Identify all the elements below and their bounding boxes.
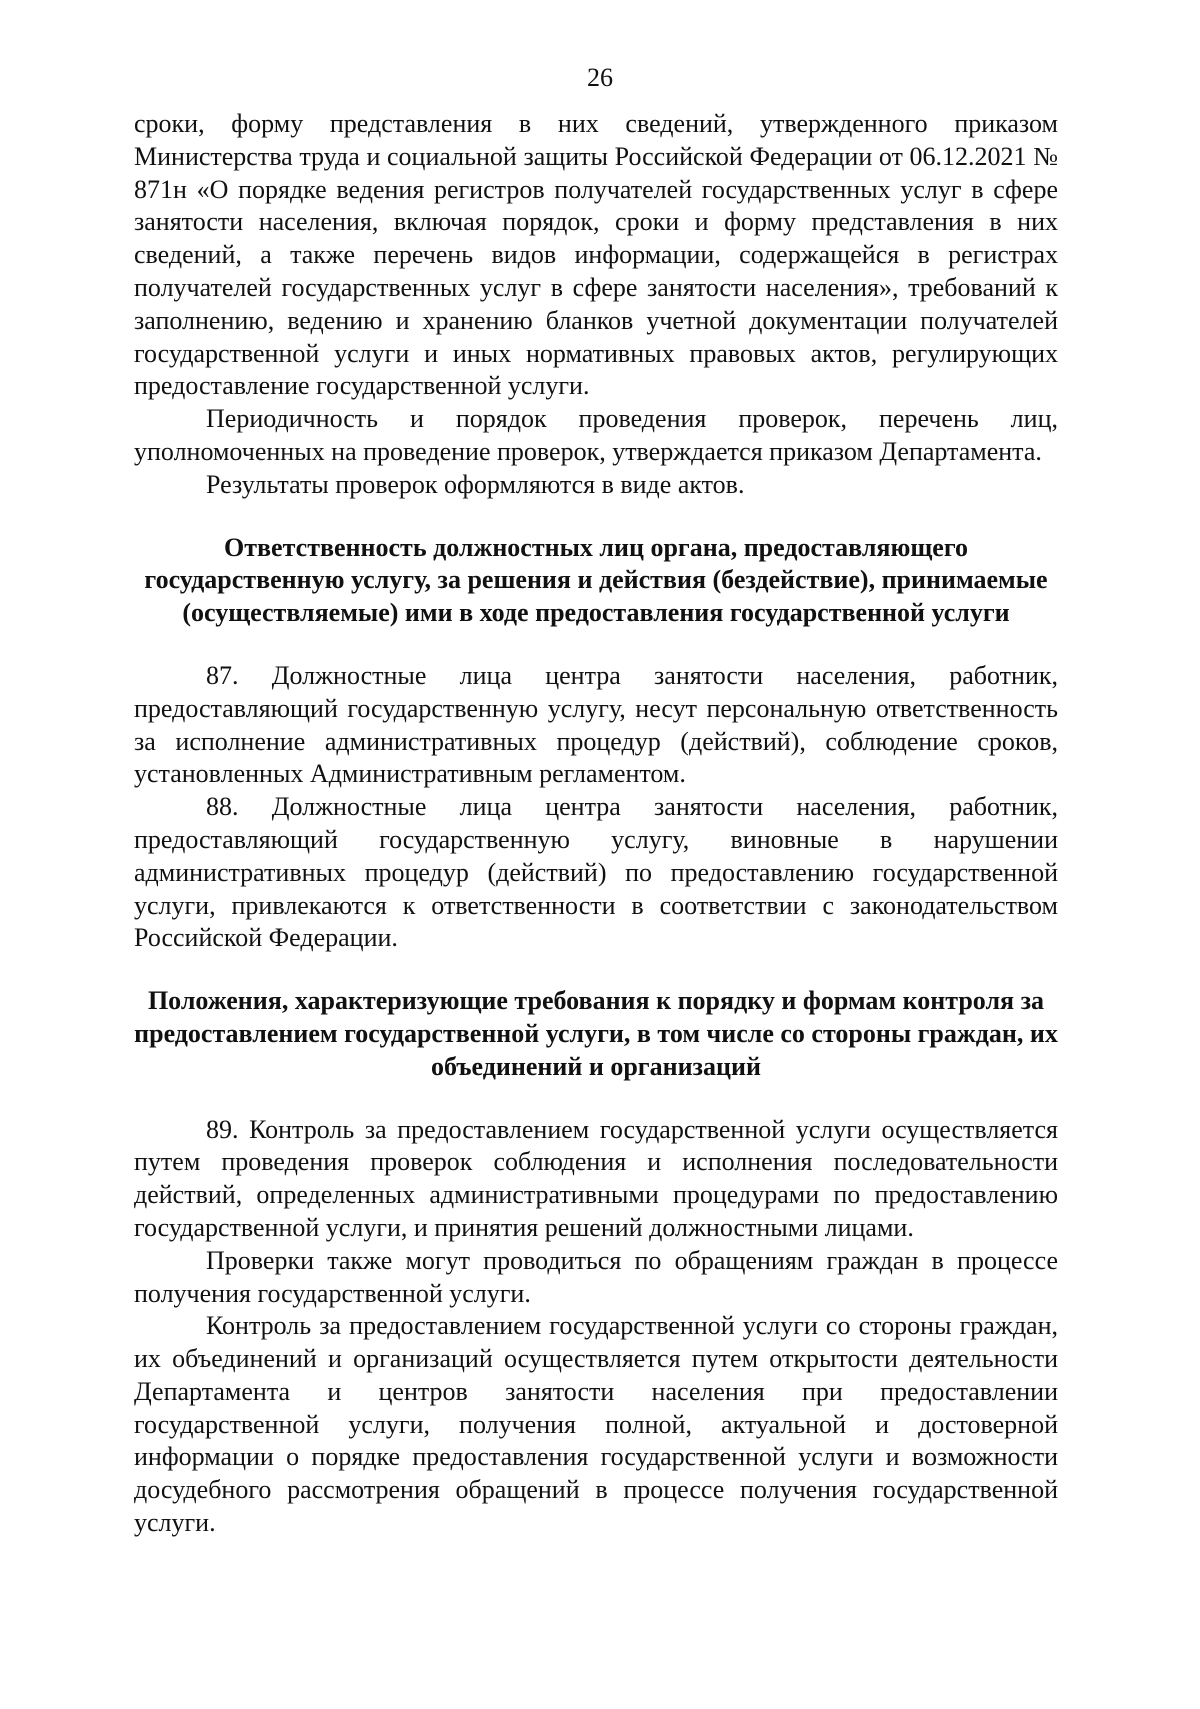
section-heading-responsibility: Ответственность должностных лиц органа, предоставляющего государственную услугу, за решения и действия (бездействие), принимаемые (осуществляемые) ими в ходе предоставления государственной услуги bbox=[144, 532, 1048, 628]
paragraph-citizen-appeals: Проверки также могут проводиться по обращениям граждан в процессе получения государственной услуги. bbox=[134, 1245, 1058, 1308]
document-body bbox=[134, 108, 1058, 1540]
paragraph-public-control: Контроль за предоставлением государственной услуги со стороны граждан, их объединений и организаций осуществляется путем открытости деятельности Департамента и центров занятости населения при предоставлении государственной услуги, получения полной, актуальной и достоверной информации о порядке предоставления государственной услуги и возможности досудебного рассмотрения обращений в процессе получения государственной услуги. bbox=[134, 1311, 1058, 1538]
page-number: 26 bbox=[587, 63, 613, 92]
paragraph-continuation: сроки, форму представления в них сведений, утвержденного приказом Министерства труда и социальной защиты Российской Федерации от 06.12.2021 № 871н «О порядке ведения регистров получателей государственных услуг в сфере занятости населения, включая порядок, сроки и форму представления в них сведений, а также перечень видов информации, содержащейся в регистрах получателей государственных услуг в сфере занятости населения», требований к заполнению, ведению и хранению бланков учетной документации получателей государственной услуги и иных нормативных правовых актов, регулирующих предоставление государственной услуги. bbox=[134, 109, 1058, 401]
paragraph-87: 87. Должностные лица центра занятости населения, работник, предоставляющий государственную услугу, несут персональную ответственность за исполнение административных процедур (действий), соблюдение сроков, установленных Административным регламентом. bbox=[134, 660, 1058, 789]
paragraph-inspection-results: Результаты проверок оформляются в виде актов. bbox=[206, 469, 745, 499]
section-heading-control-requirements: Положения, характеризующие требования к порядку и формам контроля за предоставлением государственной услуги, в том числе со стороны граждан, их объединений и организаций bbox=[134, 986, 1058, 1081]
paragraph-inspection-frequency: Периодичность и порядок проведения проверок, перечень лиц, уполномоченных на проведение проверок, утверждается приказом Департамента. bbox=[134, 404, 1058, 466]
paragraph-88: 88. Должностные лица центра занятости населения, работник, предоставляющий государственную услугу, виновные в нарушении административных процедур (действий) по предоставлению государственной услуги, привлекаются к ответственности в соответствии с законодательством Российской Федерации. bbox=[134, 792, 1058, 953]
paragraph-89: 89. Контроль за предоставлением государственной услуги осуществляется путем проведения проверок соблюдения и исполнения последовательности действий, определенных административными процедурами по предоставлению государственной услуги, и принятия решений должностными лицами. bbox=[134, 1114, 1058, 1242]
